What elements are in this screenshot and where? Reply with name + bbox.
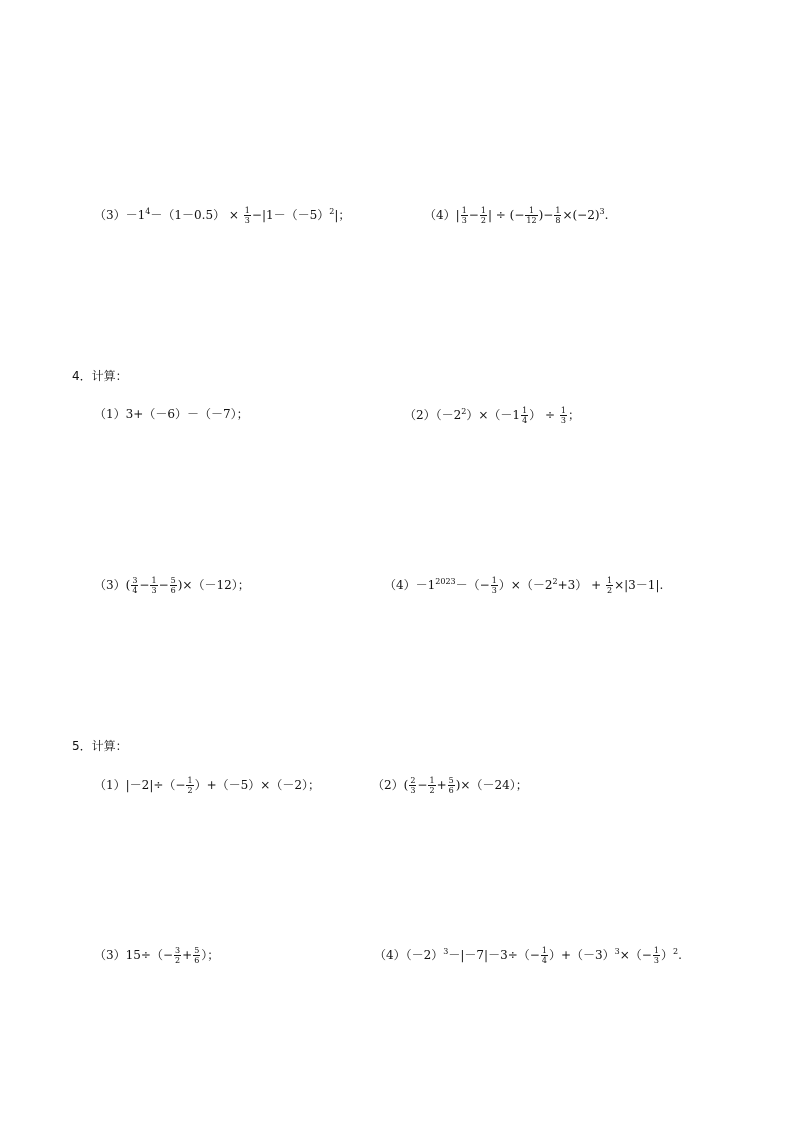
fraction: $\frac{1}{8}$ — [555, 206, 561, 225]
fraction: $\frac{2}{3}$ — [410, 776, 416, 795]
fraction: $\frac{1}{3}$ — [244, 206, 250, 225]
fraction: $\frac{5}{6}$ — [448, 776, 454, 795]
fraction: $\frac{3}{2}$ — [175, 946, 181, 965]
problem5-heading: 5．计算： — [72, 739, 128, 753]
fraction: $\frac{5}{6}$ — [170, 576, 176, 595]
problem4-part2: $(2)(-2^2)\times(-1$ $\frac{1}{4}$ ） ÷ $\frac{1}{3}$ ； — [404, 406, 580, 425]
fraction: $\frac{1}{2}$ — [480, 206, 486, 225]
problem4-part3: （3）( $\frac{3}{4}$ − $\frac{1}{3}$ − $\frac{5}{6}$ )×（－12）； — [94, 576, 250, 595]
problem5-part1: （1）|－2|÷（− $\frac{1}{2}$ ）+（－5）×（－2）； — [94, 776, 320, 795]
problem3-part4: （4）| $\frac{1}{3}$ − $\frac{1}{2}$ | ÷ (− $\frac{1}{12}$ )− $\frac{1}{8}$ $\times(-2)^3$. — [424, 206, 609, 225]
fraction: $\frac{1}{3}$ — [560, 406, 566, 425]
fraction: $\frac{5}{6}$ — [194, 946, 200, 965]
fraction: $\frac{3}{4}$ — [132, 576, 138, 595]
problem5-part3: （3）15÷（− $\frac{3}{2}$ + $\frac{5}{6}$ ）； — [94, 946, 220, 965]
problem5-part4: $(4)(-2)^3-|-7|-3\div(-$ $\frac{1}{4}$ ）$+(-3)^3\times(-$ $\frac{1}{3}$ ）$^2$. — [374, 946, 682, 965]
problem4-part1: （1）3+（－6）－（－7）； — [94, 407, 249, 421]
fraction: $\frac{1}{2}$ — [429, 776, 435, 795]
problem3-part3: $(3)-1^4-(1-0.5)$ × $\frac{1}{3}$ $-|1-(-5)^2|$； — [94, 206, 351, 225]
fraction: $\frac{1}{3}$ — [491, 576, 497, 595]
fraction: $\frac{1}{4}$ — [522, 406, 528, 425]
problem5-part2: （2）( $\frac{2}{3}$ − $\frac{1}{2}$ + $\frac{5}{6}$ )×（－24）； — [372, 776, 528, 795]
fraction: $\frac{1}{2}$ — [187, 776, 193, 795]
fraction: $\frac{1}{4}$ — [541, 946, 547, 965]
fraction: $\frac{1}{2}$ — [606, 576, 613, 595]
fraction: $\frac{1}{3}$ — [461, 206, 467, 225]
fraction: $\frac{1}{3}$ — [653, 946, 659, 965]
problem4-part4: $(4)-1^{2023}-(-$ $\frac{1}{3}$ ）$\times(-2^2+3)$ + $\frac{1}{2}$ ×|3－1|. — [384, 576, 664, 595]
fraction: $\frac{1}{12}$ — [526, 206, 537, 225]
fraction: $\frac{1}{3}$ — [151, 576, 157, 595]
problem4-heading: 4．计算： — [72, 369, 128, 383]
